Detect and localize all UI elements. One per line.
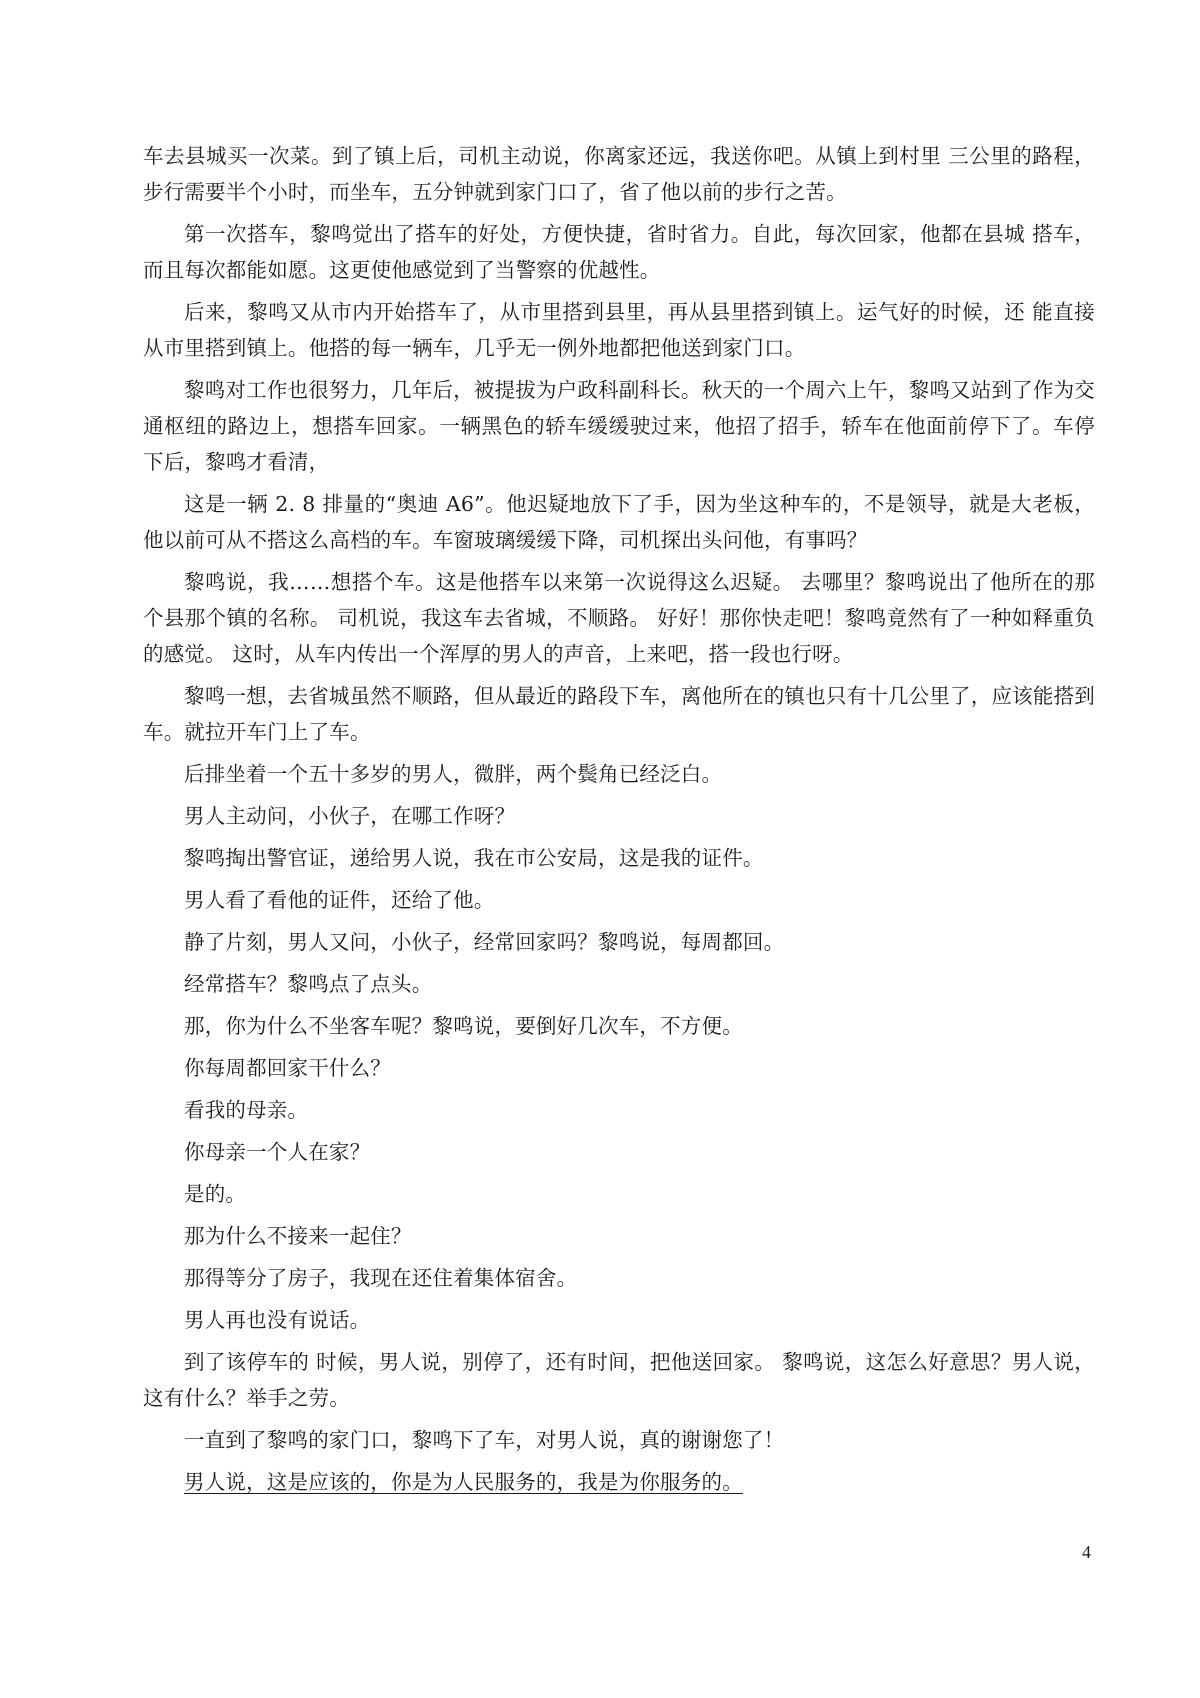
- paragraph: 一直到了黎鸣的家门口，黎鸣下了车，对男人说，真的谢谢您了！: [184, 1428, 785, 1452]
- paragraph: 男人主动问，小伙子，在哪工作呀？: [184, 804, 516, 828]
- paragraph: 是的。: [184, 1182, 247, 1206]
- text-body: [143, 138, 1095, 1500]
- underlined-sentence: 男人说，这是应该的，你是为人民服务的，我是为你服务的。: [184, 1470, 743, 1494]
- paragraph-final: [143, 1464, 1095, 1500]
- paragraph: 那为什么不接来一起住？: [184, 1224, 412, 1248]
- paragraph: 那，你为什么不坐客车呢？黎鸣说，要倒好几次车，不方便。: [184, 1014, 743, 1038]
- paragraph: 你每周都回家干什么？: [184, 1056, 391, 1080]
- paragraph: 第一次搭车，黎鸣觉出了搭车的好处，方便快捷，省时省力。自此，每次回家，他都在县城 搭车，而且每次都能如愿。这更使他感觉到了当警察的优越性。: [143, 222, 1095, 282]
- paragraph: 后排坐着一个五十多岁的男人，微胖，两个鬓角已经泛白。: [184, 762, 723, 786]
- paragraph: 男人再也没有说话。: [184, 1308, 371, 1332]
- paragraph: 黎鸣一想，去省城虽然不顺路，但从最近的路段下车，离他所在的镇也只有十几公里了，应该能搭到车。就拉开车门上了车。: [143, 684, 1095, 744]
- paragraph: 黎鸣说，我……想搭个车。这是他搭车以来第一次说得这么迟疑。 去哪里？黎鸣说出了他所在的那个县那个镇的名称。 司机说，我这车去省城，不顺路。 好好！那你快走吧！黎鸣竟然有了一种如释重负的感觉。 这时，从车内传出一个浑厚的男人的声音，上来吧，搭一段也行呀。: [143, 570, 1095, 666]
- paragraph: 男人看了看他的证件，还给了他。: [184, 888, 495, 912]
- paragraph: 车去县城买一次菜。到了镇上后，司机主动说，你离家还远，我送你吧。从镇上到村里 三公里的路程，步行需要半个小时，而坐车，五分钟就到家门口了，省了他以前的步行之苦。: [143, 144, 1095, 204]
- paragraph: 黎鸣对工作也很努力，几年后，被提拔为户政科副科长。秋天的一个周六上午，黎鸣又站到了作为交通枢纽的路边上，想搭车回家。一辆黑色的轿车缓缓驶过来，他招了招手，轿车在他面前停下了。车停下后，黎鸣才看清，: [143, 378, 1095, 474]
- paragraph: 静了片刻，男人又问，小伙子，经常回家吗？黎鸣说，每周都回。: [184, 930, 785, 954]
- page-number: 4: [1082, 1542, 1091, 1562]
- paragraph: 你母亲一个人在家？: [184, 1140, 371, 1164]
- paragraph: 这是一辆 2. 8 排量的“奥迪 A6”。他迟疑地放下了手，因为坐这种车的，不是领导，就是大老板， 他以前可从不搭这么高档的车。车窗玻璃缓缓下降，司机探出头问他，有事吗？: [143, 492, 1095, 552]
- paragraph: 到了该停车的 时候，男人说，别停了，还有时间，把他送回家。 黎鸣说，这怎么好意思？男人说，这有什么？举手之劳。: [143, 1350, 1095, 1410]
- paragraph: 后来，黎鸣又从市内开始搭车了，从市里搭到县里，再从县里搭到镇上。运气好的时候，还 能直接从市里搭到镇上。他搭的每一辆车，几乎无一例外地都把他送到家门口。: [143, 300, 1095, 360]
- paragraph: 经常搭车？黎鸣点了点头。: [184, 972, 433, 996]
- paragraph: 黎鸣掏出警官证，递给男人说，我在市公安局，这是我的证件。: [184, 846, 764, 870]
- paragraph: 看我的母亲。: [184, 1098, 309, 1122]
- paragraph: 那得等分了房子，我现在还住着集体宿舍。: [184, 1266, 578, 1290]
